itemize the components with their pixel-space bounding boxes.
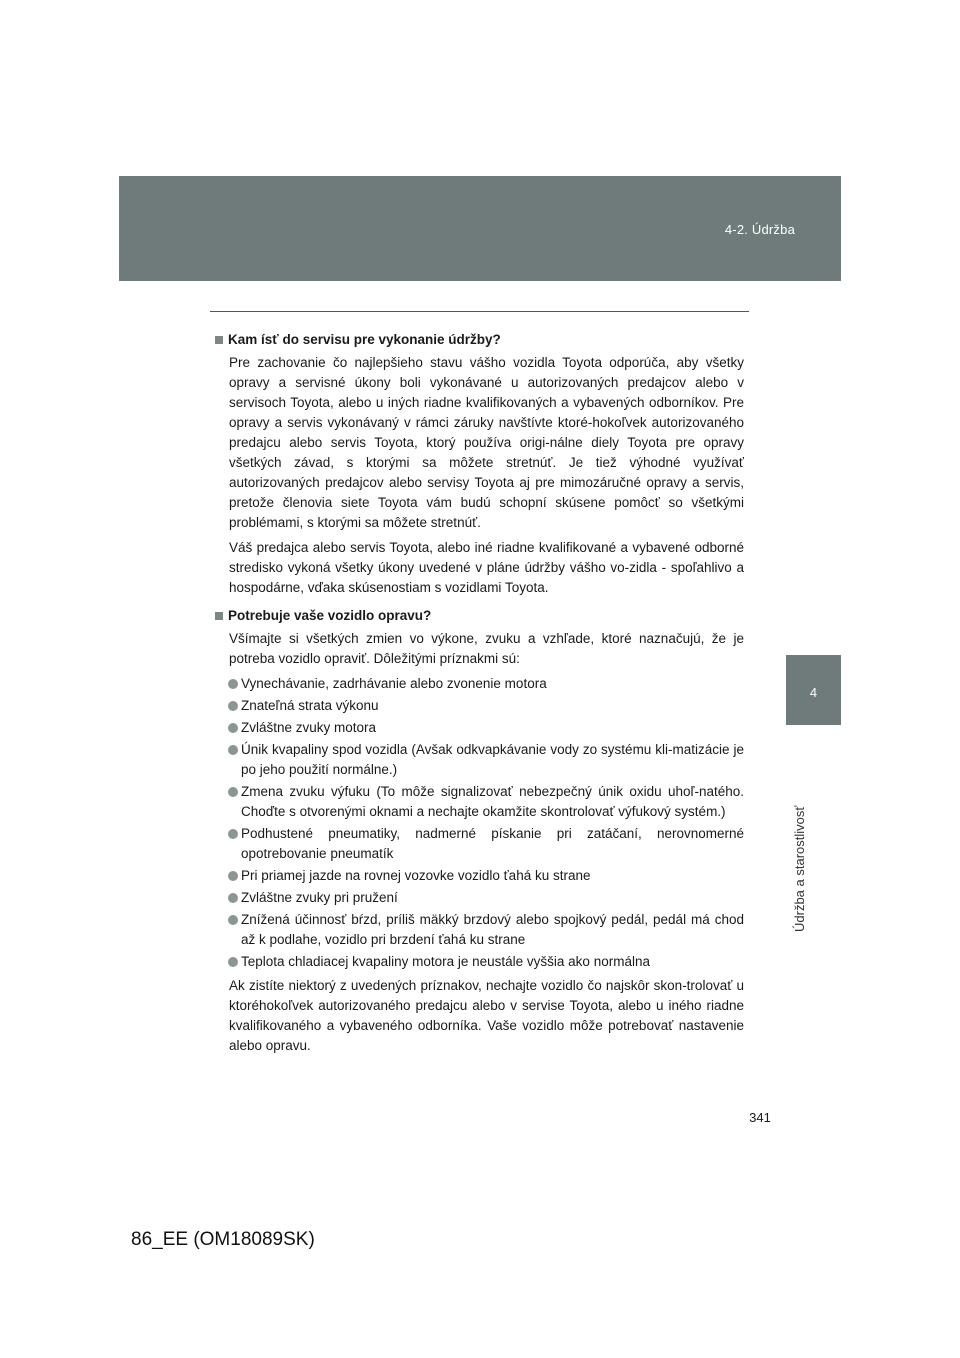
paragraph: Ak zistíte niektorý z uvedených príznakov, nechajte vozidlo čo najskôr skon-trolovať u ktoréhokoľvek autorizovaného predajcu alebo v servise Toyota, alebo u iného riadne kvalifikovaného a vybaveného odborníka. Vaše vozidlo môže potrebovať nastavenie alebo opravu. [229,978,744,1053]
heading-text: Kam ísť do servisu pre vykonanie údržby? [228,332,501,347]
list-item: Znížená účinnosť bŕzd, príliš mäkký brzdový alebo spojkový pedál, pedál má chod až k podlahe, vozidlo pri brzdení ťahá ku strane [214,910,744,950]
chapter-number: 4 [809,685,818,700]
circle-bullet-icon [228,893,238,903]
top-rule [210,311,749,312]
list-item: Teplota chladiacej kvapaliny motora je neustále vyššia ako normálna [214,952,744,972]
circle-bullet-icon [228,701,238,711]
list-item: Zvláštne zvuky pri pružení [214,888,744,908]
list-item: Únik kvapaliny spod vozidla (Avšak odkvapkávanie vody zo systému kli-matizácie je po jeho použití normálne.) [214,740,744,780]
main-content [214,330,744,1061]
circle-bullet-icon [228,871,238,881]
chapter-tab [786,655,841,725]
chapter-label: Údržba a starostlivosť [792,805,807,932]
list-item: Pri priamej jazde na rovnej vozovke vozidlo ťahá ku strane [214,866,744,886]
circle-bullet-icon [228,745,238,755]
square-bullet-icon [215,612,223,620]
page-number: 341 [749,1110,771,1125]
section-heading [214,330,744,350]
list-item: Zvláštne zvuky motora [214,718,744,738]
section-heading [214,606,744,626]
circle-bullet-icon [228,679,238,689]
paragraph: Pre zachovanie čo najlepšieho stavu vášho vozidla Toyota odporúča, aby všetky opravy a servisné úkony boli vykonávané u autorizovaných predajcov alebo v servisoch Toyota, alebo u iných riadne kvalifikovaných a vybavených odborníkov. Pre opravy a servis vykonávaný v rámci záruky navštívte ktoré-hokoľvek autorizovaného predajcu alebo servis Toyota, ktorý používa origi-nálne diely Toyota pre opravy všetkých závad, s ktorými sa môžete stretnúť. Je tiež výhodné využívať autorizovaných predajcov alebo servisy Toyota aj pre mimozáručné opravy a servis, pretože členovia siete Toyota vám budú schopní skúsene pomôcť so všetkými problémami, s ktorými sa môžete stretnúť. [229,355,744,530]
circle-bullet-icon [228,787,238,797]
list-item: Vynechávanie, zadrhávanie alebo zvonenie motora [214,674,744,694]
list-item: Zmena zvuku výfuku (To môže signalizovať nebezpečný únik oxidu uhoľ-natého. Choďte s otvorenými oknami a nechajte okamžite skontrolovať výfukový systém.) [214,782,744,822]
header-band [119,176,841,281]
circle-bullet-icon [228,915,238,925]
section-label: 4-2. Údržba [724,222,795,237]
list-item: Podhustené pneumatiky, nadmerné pískanie pri zatáčaní, nerovnomerné opotrebovanie pneumatík [214,824,744,864]
document-code: 86_EE (OM18089SK) [131,1229,315,1250]
circle-bullet-icon [228,723,238,733]
list-item: Znateľná strata výkonu [214,696,744,716]
circle-bullet-icon [228,829,238,839]
circle-bullet-icon [228,957,238,967]
heading-text: Potrebuje vaše vozidlo opravu? [228,608,432,623]
paragraph: Všímajte si všetkých zmien vo výkone, zvuku a vzhľade, ktoré naznačujú, že je potreba vozidlo opraviť. Dôležitými príznakmi sú: [229,631,744,666]
symptom-list [214,674,744,972]
paragraph: Váš predajca alebo servis Toyota, alebo iné riadne kvalifikované a vybavené odborné stredisko vykoná všetky úkony uvedené v pláne údržby vášho vo-zidla - spoľahlivo a hospodárne, vďaka skúsenostiam s vozidlami Toyota. [229,540,744,595]
square-bullet-icon [215,336,223,344]
